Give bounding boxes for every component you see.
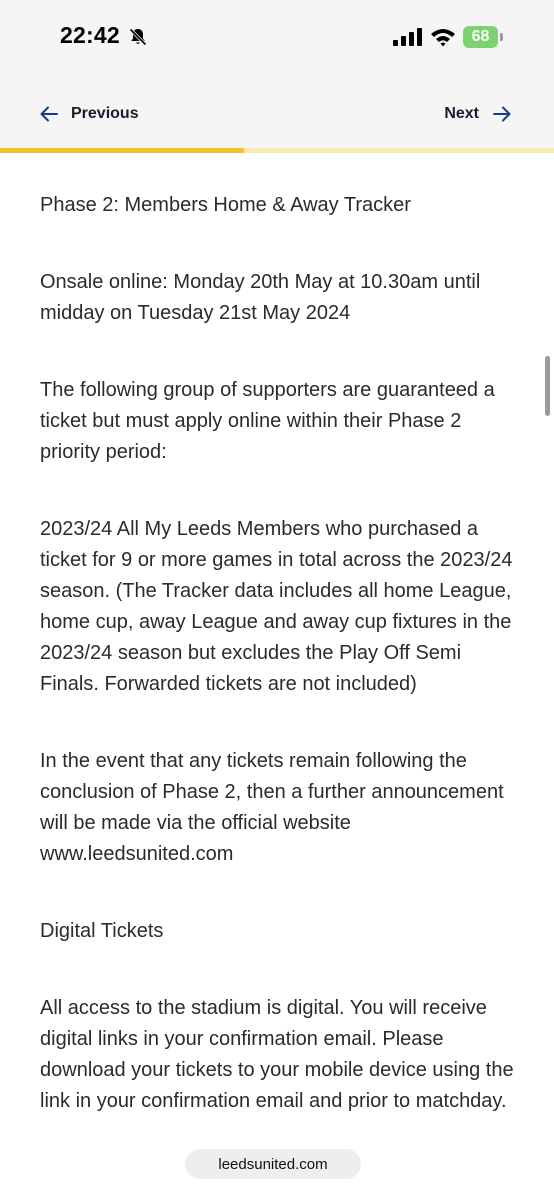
- scrollbar-thumb[interactable]: [545, 356, 550, 416]
- onsale-paragraph: Onsale online: Monday 20th May at 10.30am until midday on Tuesday 21st May 2024: [40, 271, 481, 324]
- section-heading-phase-2: Phase 2: Members Home & Away Tracker: [40, 194, 411, 216]
- address-bar-url: leedsunited.com: [218, 1155, 328, 1173]
- previous-label: Previous: [71, 105, 139, 122]
- address-bar[interactable]: [185, 1149, 361, 1179]
- section-heading-digital-tickets: Digital Tickets: [40, 920, 164, 942]
- signal-icon: [393, 28, 422, 46]
- arrow-right-icon: [493, 106, 511, 122]
- remaining-tickets-paragraph: In the event that any tickets remain following the conclusion of Phase 2, then a further announcement will be made via the official website www.leedsunited.com: [40, 750, 504, 865]
- reading-progress-bar: [0, 148, 554, 153]
- article-body: [40, 190, 520, 1163]
- digital-access-paragraph: All access to the stadium is digital. You will receive digital links in your confirmation email. Please download your tickets to your mobile device using the link in your confirmation email and prior to matchday.: [40, 997, 514, 1112]
- article-navigation: [0, 88, 554, 140]
- guarantee-paragraph: The following group of supporters are guaranteed a ticket but must apply online within their Phase 2 priority period:: [40, 379, 495, 463]
- wifi-icon: [430, 27, 456, 47]
- battery-nub: [500, 33, 503, 41]
- status-bar: [0, 0, 554, 75]
- bell-slash-icon: [128, 27, 148, 47]
- battery-level: 68: [471, 28, 490, 45]
- reading-progress-fill: [0, 148, 244, 153]
- next-button[interactable]: [444, 101, 511, 127]
- next-label: Next: [444, 105, 479, 122]
- previous-button[interactable]: [40, 101, 139, 127]
- eligibility-paragraph: 2023/24 All My Leeds Members who purchased a ticket for 9 or more games in total across the 2023/24 season. (The Tracker data includes all home League, home cup, away League and away cup fixtures in the 2023/24 season but excludes the Play Off Semi Finals. Forwarded tickets are not included): [40, 518, 513, 695]
- top-chrome: [0, 0, 554, 150]
- battery-icon: [463, 26, 503, 48]
- status-time: 22:42: [60, 22, 120, 48]
- arrow-left-icon: [40, 106, 58, 122]
